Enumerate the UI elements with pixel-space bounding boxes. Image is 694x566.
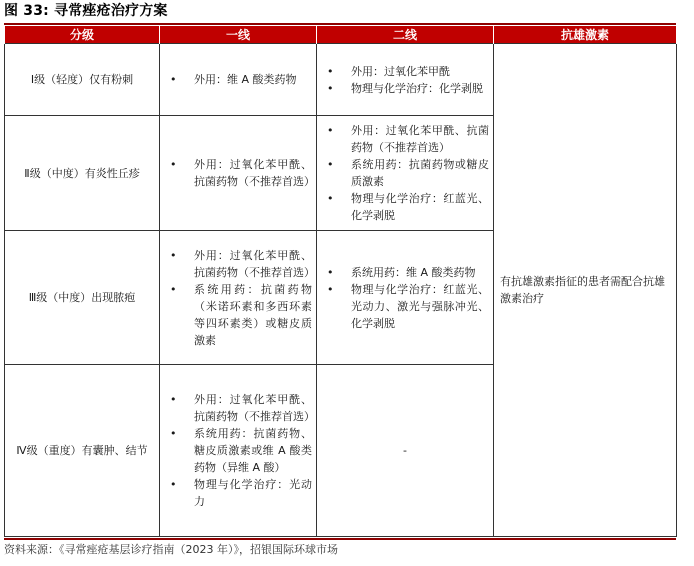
list-item: • 系统用药：抗菌药物、糖皮质激素或维 A 酸类药物（异维 A 酸） <box>164 425 312 476</box>
first-line-cell <box>160 365 317 537</box>
list-item: • 外用：过氧化苯甲酰 <box>321 63 489 80</box>
first-line-cell <box>160 231 317 365</box>
second-line-empty-cell: - <box>317 365 494 537</box>
list-item: • 物理与化学治疗：化学剥脱 <box>321 80 489 97</box>
anti-androgen-cell: 有抗雄激素指征的患者需配合抗雄激素治疗 <box>494 44 677 537</box>
second-line-cell <box>317 231 494 365</box>
source-note: 资料来源：《寻常痤疮基层诊疗指南（2023 年）》，招银国际环球市场 <box>4 543 338 556</box>
first-line-cell <box>160 44 317 116</box>
source-rule <box>4 538 676 540</box>
grade-cell: Ⅳ级（重度）有囊肿、结节 <box>5 365 160 537</box>
second-line-cell <box>317 116 494 231</box>
table-header-row <box>5 26 677 44</box>
list-item: • 物理与化学治疗：光动力 <box>164 476 312 510</box>
grade-cell: Ⅲ级（中度）出现脓疱 <box>5 231 160 365</box>
list-item: • 外用：过氧化苯甲酰、抗菌药物（不推荐首选） <box>164 247 312 281</box>
list-item: • 外用：过氧化苯甲酰、抗菌药物（不推荐首选） <box>321 122 489 156</box>
title-rule <box>4 23 676 25</box>
list-item: • 系统用药：抗菌药物（米诺环素和多西环素等四环素类）或糖皮质激素 <box>164 281 312 349</box>
header-second-line: 二线 <box>317 26 494 44</box>
list-item: • 外用：过氧化苯甲酰、抗菌药物（不推荐首选） <box>164 156 312 190</box>
first-line-cell <box>160 116 317 231</box>
grade-cell: Ⅰ级（轻度）仅有粉刺 <box>5 44 160 116</box>
grade-cell: Ⅱ级（中度）有炎性丘疹 <box>5 116 160 231</box>
header-anti-androgen: 抗雄激素 <box>494 26 677 44</box>
list-item: • 物理与化学治疗：红蓝光、化学剥脱 <box>321 190 489 224</box>
figure-title: 图 33: 寻常痤疮治疗方案 <box>4 3 168 19</box>
list-item: • 系统用药：抗菌药物或糖皮质激素 <box>321 156 489 190</box>
table-row <box>5 44 677 116</box>
header-first-line: 一线 <box>160 26 317 44</box>
acne-treatment-table <box>4 26 677 537</box>
list-item: • 外用：过氧化苯甲酰、抗菌药物（不推荐首选） <box>164 391 312 425</box>
header-grade: 分级 <box>5 26 160 44</box>
second-line-cell <box>317 44 494 116</box>
list-item: • 系统用药：维 A 酸类药物 <box>321 264 489 281</box>
list-item: • 物理与化学治疗：红蓝光、光动力、激光与强脉冲光、化学剥脱 <box>321 281 489 332</box>
list-item: • 外用：维 A 酸类药物 <box>164 71 312 88</box>
